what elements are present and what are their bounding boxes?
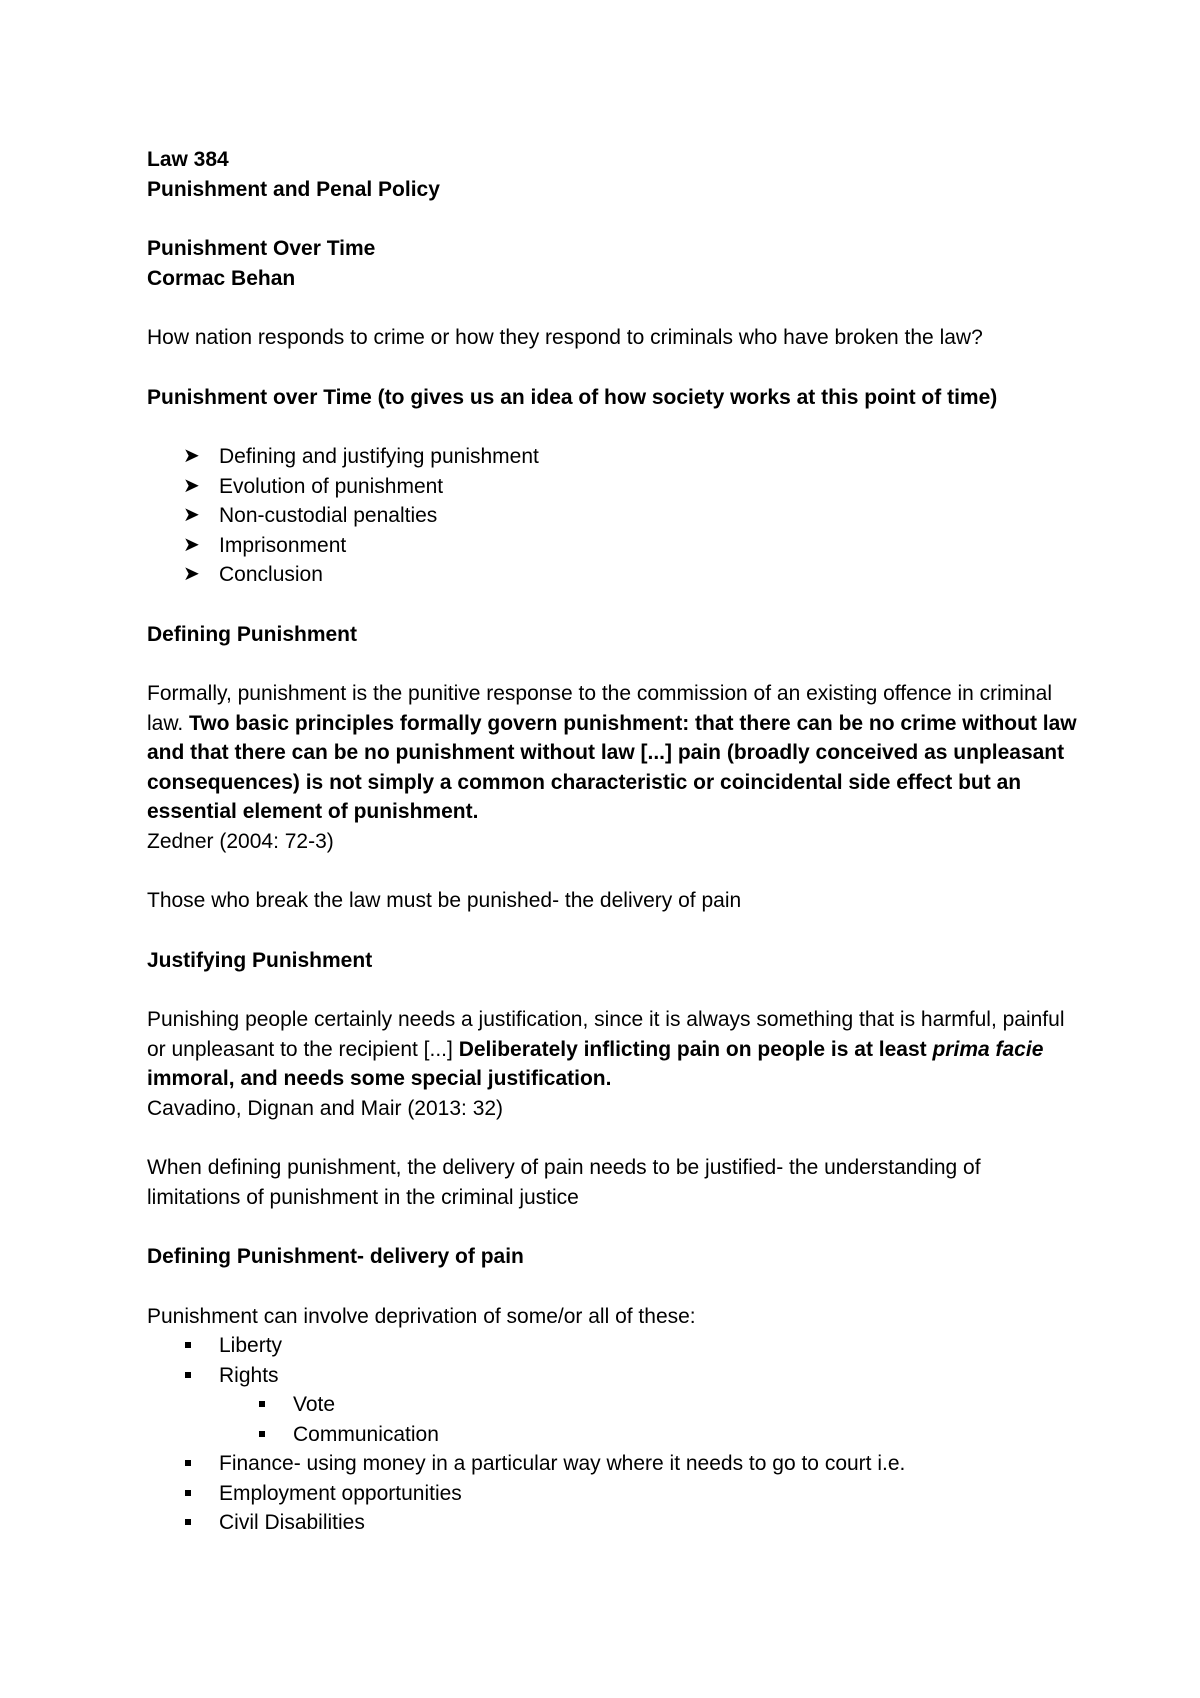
- lecture-title: Punishment Over Time: [147, 237, 376, 260]
- square-bullet-icon: [259, 1431, 265, 1437]
- defining-quote-plain: Formally, punishment is the punitive response to the commission of an existing offence in criminal law.: [147, 682, 1052, 735]
- list-item: ➤ Imprisonment: [147, 531, 1077, 561]
- list-item: ➤ Evolution of punishment: [147, 472, 1077, 502]
- delivery-heading: Defining Punishment- delivery of pain: [147, 1245, 524, 1268]
- arrow-bullet-icon: ➤: [183, 533, 200, 556]
- delivery-intro: Punishment can involve deprivation of some/or all of these:: [147, 1304, 696, 1328]
- defining-citation: Zedner (2004: 72-3): [147, 829, 334, 853]
- lecturer-name: Cormac Behan: [147, 266, 296, 290]
- defining-quote-bold: Two basic principles formally govern punishment: that there can be no crime without law and that there can be no punishment without law [...] pain (broadly conceived as unpleasant consequences) is not simply a common characteristic or coincidental side effect but an essential element of punishment.: [147, 711, 1077, 823]
- overview-heading: Punishment over Time (to gives us an idea of how society works at this point of time): [147, 385, 998, 409]
- delivery-list: [147, 1331, 1077, 1390]
- defining-note: Those who break the law must be punished- the delivery of pain: [147, 889, 742, 912]
- arrow-bullet-icon: ➤: [183, 445, 200, 467]
- justifying-quote-bold-1: Deliberately inflicting pain on people is at least: [458, 1037, 927, 1061]
- square-bullet-icon: [185, 1372, 191, 1378]
- delivery-sub-list: [147, 1390, 1077, 1449]
- justifying-citation: Cavadino, Dignan and Mair (2013: 32): [147, 1096, 504, 1120]
- list-item: Employment opportunities: [147, 1479, 1077, 1509]
- list-item: Rights: [147, 1361, 1077, 1391]
- delivery-list-continued: [147, 1449, 1077, 1538]
- arrow-bullet-icon: ➤: [183, 474, 200, 497]
- arrow-bullet-icon: ➤: [183, 504, 200, 526]
- list-item: Communication: [147, 1420, 1077, 1450]
- document-page: [147, 145, 1077, 1538]
- justifying-quote-italic: prima facie: [932, 1037, 1044, 1061]
- course-title: Punishment and Penal Policy: [147, 177, 440, 201]
- square-bullet-icon: [185, 1490, 191, 1496]
- justifying-heading: Justifying Punishment: [147, 948, 373, 972]
- course-code: Law 384: [147, 148, 229, 171]
- list-item: ➤ Defining and justifying punishment: [147, 442, 1077, 472]
- arrow-bullet-icon: ➤: [183, 563, 200, 585]
- square-bullet-icon: [259, 1401, 265, 1407]
- list-item: Vote: [147, 1390, 1077, 1420]
- square-bullet-icon: [185, 1519, 191, 1525]
- list-item: ➤ Non-custodial penalties: [147, 501, 1077, 531]
- justifying-quote-bold-2: immoral, and needs some special justification.: [147, 1067, 612, 1090]
- list-item: Civil Disabilities: [147, 1508, 1077, 1538]
- square-bullet-icon: [185, 1342, 191, 1348]
- list-item: ➤ Conclusion: [147, 560, 1077, 590]
- intro-question: How nation responds to crime or how they respond to criminals who have broken the law?: [147, 326, 983, 349]
- square-bullet-icon: [185, 1460, 191, 1466]
- list-item: Liberty: [147, 1331, 1077, 1361]
- defining-quote: [147, 679, 1077, 827]
- defining-heading: Defining Punishment: [147, 622, 357, 646]
- justifying-note: When defining punishment, the delivery of pain needs to be justified- the understanding of limitations of punishment in the criminal justice: [147, 1156, 981, 1209]
- list-item: Finance- using money in a particular way where it needs to go to court i.e.: [147, 1449, 1077, 1479]
- justifying-quote-plain: Punishing people certainly needs a justification, since it is always something that is harmful, painful or unpleasant to the recipient [...]: [147, 1008, 1065, 1061]
- overview-list: [147, 442, 1077, 590]
- justifying-quote: [147, 1005, 1077, 1094]
